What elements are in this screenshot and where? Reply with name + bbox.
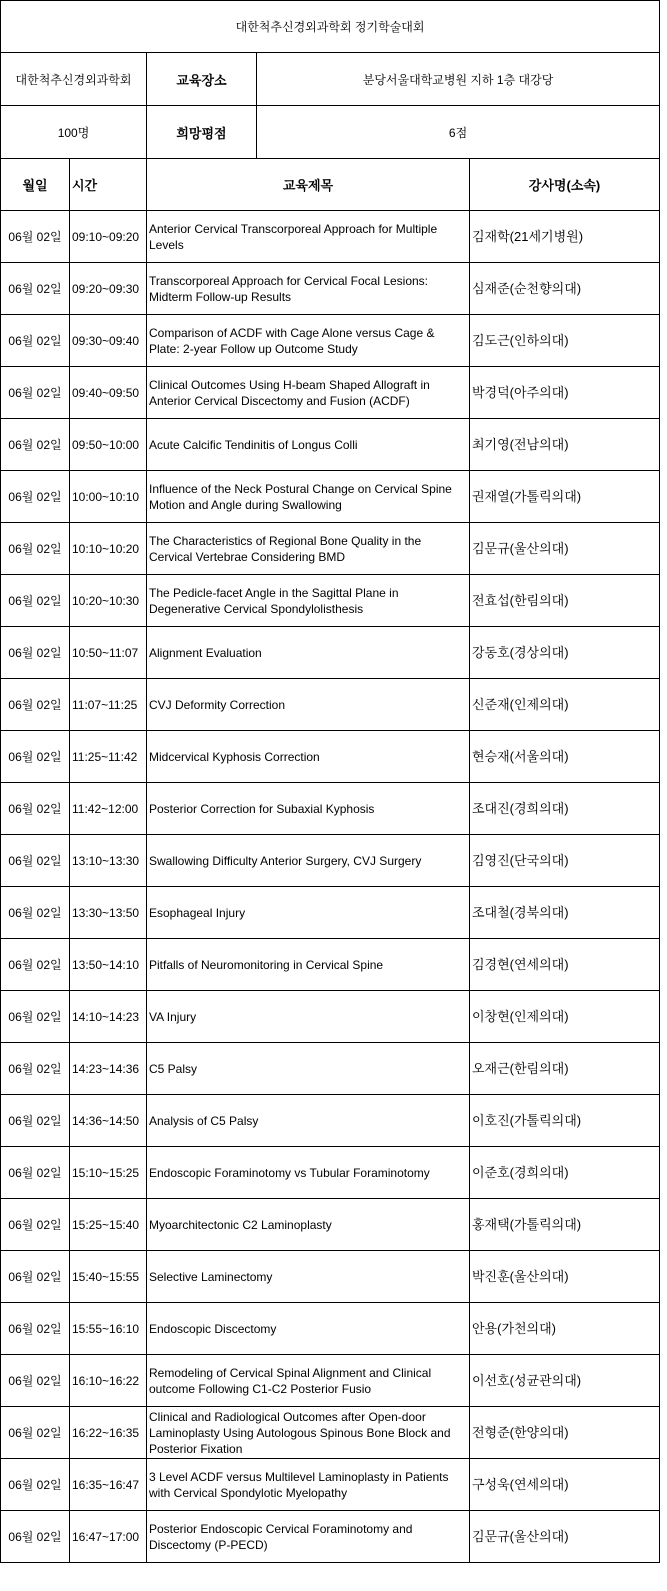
session-time: 14:36~14:50 [70, 1095, 147, 1147]
session-time: 13:50~14:10 [70, 939, 147, 991]
col-header-month: 월일 [1, 159, 70, 211]
session-title: Swallowing Difficulty Anterior Surgery, CVJ Surgery [147, 835, 470, 887]
session-speaker: 전효섭(한림의대) [470, 575, 660, 627]
session-title: Pitfalls of Neuromonitoring in Cervical Spine [147, 939, 470, 991]
table-row [1, 991, 660, 1043]
session-speaker: 신준재(인제의대) [470, 679, 660, 731]
session-title: The Characteristics of Regional Bone Quality in the Cervical Vertebrae Considering BMD [147, 523, 470, 575]
session-date: 06월 02일 [1, 1459, 70, 1511]
table-row [1, 419, 660, 471]
session-time: 16:35~16:47 [70, 1459, 147, 1511]
session-date: 06월 02일 [1, 939, 70, 991]
session-speaker: 김재학(21세기병원) [470, 211, 660, 263]
event-title-row [1, 1, 660, 53]
session-title: C5 Palsy [147, 1043, 470, 1095]
session-time: 10:10~10:20 [70, 523, 147, 575]
session-date: 06월 02일 [1, 1147, 70, 1199]
table-row [1, 1251, 660, 1303]
table-row [1, 835, 660, 887]
session-speaker: 이창현(인제의대) [470, 991, 660, 1043]
session-speaker: 최기영(전남의대) [470, 419, 660, 471]
session-title: Esophageal Injury [147, 887, 470, 939]
session-time: 13:30~13:50 [70, 887, 147, 939]
session-time: 16:22~16:35 [70, 1407, 147, 1459]
session-time: 15:25~15:40 [70, 1199, 147, 1251]
session-date: 06월 02일 [1, 887, 70, 939]
session-speaker: 김문규(울산의대) [470, 1511, 660, 1563]
session-speaker: 전형준(한양의대) [470, 1407, 660, 1459]
session-speaker: 조대진(경희의대) [470, 783, 660, 835]
session-speaker: 김도근(인하의대) [470, 315, 660, 367]
table-row [1, 211, 660, 263]
session-time: 16:10~16:22 [70, 1355, 147, 1407]
table-row [1, 939, 660, 991]
col-header-speaker: 강사명(소속) [470, 159, 660, 211]
table-row [1, 1511, 660, 1563]
session-date: 06월 02일 [1, 1095, 70, 1147]
session-date: 06월 02일 [1, 1355, 70, 1407]
session-speaker: 안용(가천의대) [470, 1303, 660, 1355]
session-title: Myoarchitectonic C2 Laminoplasty [147, 1199, 470, 1251]
table-row [1, 783, 660, 835]
session-date: 06월 02일 [1, 1303, 70, 1355]
session-date: 06월 02일 [1, 1043, 70, 1095]
session-title: Alignment Evaluation [147, 627, 470, 679]
session-title: Midcervical Kyphosis Correction [147, 731, 470, 783]
session-time: 15:55~16:10 [70, 1303, 147, 1355]
session-time: 13:10~13:30 [70, 835, 147, 887]
session-time: 11:25~11:42 [70, 731, 147, 783]
session-date: 06월 02일 [1, 835, 70, 887]
session-title: Posterior Correction for Subaxial Kyphosis [147, 783, 470, 835]
session-time: 09:40~09:50 [70, 367, 147, 419]
event-title: 대한척추신경외과학회 정기학술대회 [1, 1, 660, 53]
session-title: Endoscopic Discectomy [147, 1303, 470, 1355]
session-date: 06월 02일 [1, 211, 70, 263]
session-date: 06월 02일 [1, 419, 70, 471]
capacity-value: 100명 [1, 106, 147, 159]
table-row [1, 1303, 660, 1355]
credit-label: 희망평점 [147, 106, 257, 159]
session-speaker: 김영진(단국의대) [470, 835, 660, 887]
session-speaker: 박진훈(울산의대) [470, 1251, 660, 1303]
column-header-row [1, 159, 660, 211]
session-date: 06월 02일 [1, 1511, 70, 1563]
session-time: 09:10~09:20 [70, 211, 147, 263]
table-row [1, 471, 660, 523]
session-date: 06월 02일 [1, 575, 70, 627]
credit-value: 6점 [257, 106, 660, 159]
session-time: 10:20~10:30 [70, 575, 147, 627]
session-speaker: 이호진(가톨릭의대) [470, 1095, 660, 1147]
session-time: 11:42~12:00 [70, 783, 147, 835]
venue-row [1, 53, 660, 106]
session-title: Comparison of ACDF with Cage Alone versus Cage & Plate: 2-year Follow up Outcome Study [147, 315, 470, 367]
session-date: 06월 02일 [1, 315, 70, 367]
table-row [1, 1355, 660, 1407]
session-title: Posterior Endoscopic Cervical Foraminotomy and Discectomy (P-PECD) [147, 1511, 470, 1563]
session-time: 09:20~09:30 [70, 263, 147, 315]
session-date: 06월 02일 [1, 523, 70, 575]
session-speaker: 이선호(성균관의대) [470, 1355, 660, 1407]
session-speaker: 권재열(가톨릭의대) [470, 471, 660, 523]
session-title: Influence of the Neck Postural Change on Cervical Spine Motion and Angle during Swallowing [147, 471, 470, 523]
organizer-name: 대한척추신경외과학회 [1, 53, 147, 106]
capacity-row [1, 106, 660, 159]
session-title: CVJ Deformity Correction [147, 679, 470, 731]
table-row [1, 887, 660, 939]
col-header-title: 교육제목 [147, 159, 470, 211]
session-date: 06월 02일 [1, 263, 70, 315]
table-row [1, 731, 660, 783]
col-header-time: 시간 [70, 159, 147, 211]
session-time: 15:10~15:25 [70, 1147, 147, 1199]
session-date: 06월 02일 [1, 1407, 70, 1459]
table-row [1, 523, 660, 575]
session-title: Clinical Outcomes Using H-beam Shaped Allograft in Anterior Cervical Discectomy and Fusion (ACDF) [147, 367, 470, 419]
venue-label: 교육장소 [147, 53, 257, 106]
session-title: The Pedicle-facet Angle in the Sagittal Plane in Degenerative Cervical Spondylolisthesis [147, 575, 470, 627]
table-row [1, 679, 660, 731]
session-date: 06월 02일 [1, 991, 70, 1043]
session-speaker: 이준호(경희의대) [470, 1147, 660, 1199]
session-speaker: 강동호(경상의대) [470, 627, 660, 679]
session-speaker: 김경현(연세의대) [470, 939, 660, 991]
session-date: 06월 02일 [1, 1199, 70, 1251]
session-title: Clinical and Radiological Outcomes after Open-door Laminoplasty Using Autologous Spinous Bone Block and Posterior Fixation [147, 1407, 470, 1459]
session-time: 14:23~14:36 [70, 1043, 147, 1095]
session-speaker: 김문규(울산의대) [470, 523, 660, 575]
session-time: 10:00~10:10 [70, 471, 147, 523]
session-title: VA Injury [147, 991, 470, 1043]
session-speaker: 홍재택(가톨릭의대) [470, 1199, 660, 1251]
session-speaker: 박경덕(아주의대) [470, 367, 660, 419]
table-row [1, 575, 660, 627]
session-title: Remodeling of Cervical Spinal Alignment and Clinical outcome Following C1-C2 Posterior Fusio [147, 1355, 470, 1407]
session-time: 11:07~11:25 [70, 679, 147, 731]
session-time: 16:47~17:00 [70, 1511, 147, 1563]
session-time: 14:10~14:23 [70, 991, 147, 1043]
session-speaker: 조대철(경북의대) [470, 887, 660, 939]
session-title: 3 Level ACDF versus Multilevel Laminoplasty in Patients with Cervical Spondylotic Myelopathy [147, 1459, 470, 1511]
table-row [1, 367, 660, 419]
session-title: Selective Laminectomy [147, 1251, 470, 1303]
session-speaker: 현승재(서울의대) [470, 731, 660, 783]
session-date: 06월 02일 [1, 731, 70, 783]
session-speaker: 오재근(한림의대) [470, 1043, 660, 1095]
session-time: 09:30~09:40 [70, 315, 147, 367]
session-speaker: 심재준(순천향의대) [470, 263, 660, 315]
session-date: 06월 02일 [1, 783, 70, 835]
session-title: Analysis of C5 Palsy [147, 1095, 470, 1147]
session-date: 06월 02일 [1, 679, 70, 731]
session-time: 09:50~10:00 [70, 419, 147, 471]
table-row [1, 263, 660, 315]
table-row [1, 1043, 660, 1095]
table-row [1, 1199, 660, 1251]
session-date: 06월 02일 [1, 1251, 70, 1303]
table-row [1, 1095, 660, 1147]
session-title: Anterior Cervical Transcorporeal Approach for Multiple Levels [147, 211, 470, 263]
session-title: Acute Calcific Tendinitis of Longus Colli [147, 419, 470, 471]
session-time: 15:40~15:55 [70, 1251, 147, 1303]
venue-value: 분당서울대학교병원 지하 1층 대강당 [257, 53, 660, 106]
session-date: 06월 02일 [1, 367, 70, 419]
table-row [1, 627, 660, 679]
session-speaker: 구성욱(연세의대) [470, 1459, 660, 1511]
table-row [1, 315, 660, 367]
session-title: Transcorporeal Approach for Cervical Focal Lesions: Midterm Follow-up Results [147, 263, 470, 315]
table-row [1, 1147, 660, 1199]
session-date: 06월 02일 [1, 471, 70, 523]
session-time: 10:50~11:07 [70, 627, 147, 679]
session-date: 06월 02일 [1, 627, 70, 679]
table-row [1, 1459, 660, 1511]
table-row [1, 1407, 660, 1459]
session-title: Endoscopic Foraminotomy vs Tubular Foraminotomy [147, 1147, 470, 1199]
